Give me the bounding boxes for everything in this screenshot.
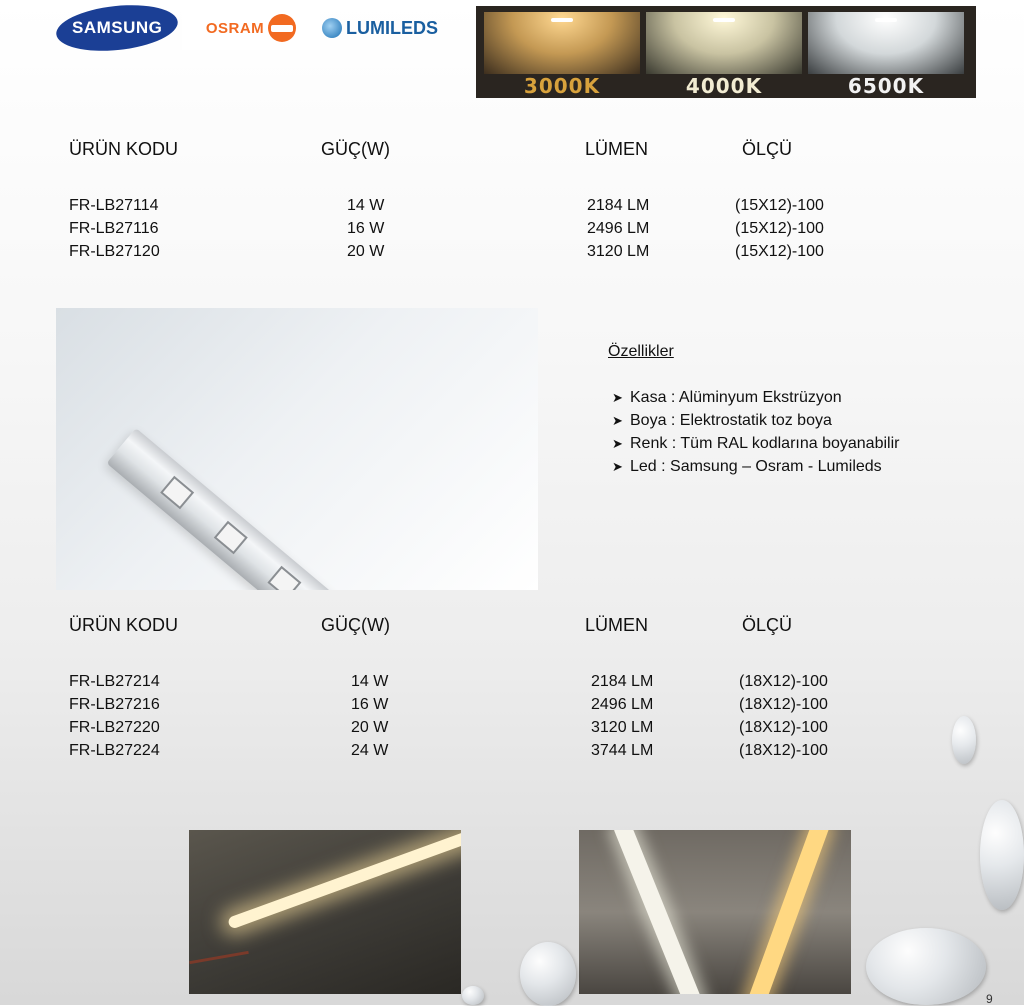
header-product-code: ÜRÜN KODU	[69, 139, 179, 159]
cool-light-panel	[808, 12, 964, 74]
table-cell-lumen: 3120 LM	[587, 243, 650, 260]
features-title: Özellikler	[608, 343, 674, 360]
table-cell-lumen: 2184 LM	[591, 673, 654, 690]
arrow-bullet-icon: ➤	[612, 436, 623, 451]
table-cell-lumen: 2496 LM	[591, 696, 654, 713]
lumileds-logo	[322, 6, 466, 50]
water-drop-decoration	[520, 942, 576, 1006]
led-bar-closeup-image	[56, 308, 538, 590]
water-drop-decoration	[980, 800, 1024, 910]
water-drop-decoration	[866, 928, 986, 1005]
table-cell-size: (18X12)-100	[739, 719, 828, 736]
temp-label-3000k: 3000K	[523, 74, 601, 98]
water-drop-decoration	[952, 716, 976, 764]
table-cell-power: 16 W	[347, 220, 385, 237]
lumileds-globe-icon	[322, 18, 342, 38]
osram-logo-text: OSRAM	[205, 19, 265, 37]
led-strip-lit-image	[189, 830, 461, 994]
table-cell-code: FR-LB27114	[69, 197, 159, 214]
header-size: ÖLÇÜ	[742, 615, 793, 635]
table-cell-lumen: 3120 LM	[591, 719, 654, 736]
table-cell-power: 16 W	[351, 696, 389, 713]
table-cell-size: (18X12)-100	[739, 696, 828, 713]
header-size: ÖLÇÜ	[742, 139, 793, 159]
feature-item	[612, 412, 832, 430]
ceiling-installation-image	[579, 830, 851, 994]
header-power: GÜÇ(W)	[321, 615, 390, 635]
header-lumen: LÜMEN	[585, 615, 649, 635]
feature-item	[612, 389, 842, 407]
header-power: GÜÇ(W)	[321, 139, 390, 159]
water-drop-decoration	[462, 986, 484, 1005]
table-cell-size: (15X12)-100	[735, 243, 824, 260]
table-cell-code: FR-LB27116	[69, 220, 159, 237]
page-number: 9	[986, 992, 993, 1006]
table-cell-lumen: 2496 LM	[587, 220, 650, 237]
table-cell-size: (15X12)-100	[735, 220, 824, 237]
table-cell-code: FR-LB27224	[69, 742, 160, 759]
table-cell-size: (15X12)-100	[735, 197, 824, 214]
table-cell-power: 14 W	[351, 673, 389, 690]
table-cell-lumen: 3744 LM	[591, 742, 654, 759]
color-temperature-banner	[476, 6, 976, 98]
arrow-bullet-icon: ➤	[612, 413, 623, 428]
feature-text: Renk : Tüm RAL kodlarına boyanabilir	[630, 435, 900, 452]
feature-item	[612, 458, 882, 476]
table-cell-power: 20 W	[347, 243, 385, 260]
samsung-logo-text: SAMSUNG	[71, 18, 163, 37]
samsung-logo	[56, 6, 178, 50]
temp-label-6500k: 6500K	[847, 74, 925, 98]
header-product-code: ÜRÜN KODU	[69, 615, 179, 635]
lumileds-logo-text: LUMILEDS	[346, 17, 438, 38]
osram-bulb-icon	[268, 14, 296, 42]
table-cell-code: FR-LB27216	[69, 696, 160, 713]
neutral-light-panel	[646, 12, 802, 74]
warm-light-panel	[484, 12, 640, 74]
table-cell-code: FR-LB27120	[69, 243, 160, 260]
temp-label-4000k: 4000K	[685, 74, 763, 98]
table-cell-size: (18X12)-100	[739, 673, 828, 690]
header-lumen: LÜMEN	[585, 139, 649, 159]
feature-text: Boya : Elektrostatik toz boya	[630, 412, 832, 429]
arrow-bullet-icon: ➤	[612, 459, 623, 474]
table-cell-lumen: 2184 LM	[587, 197, 650, 214]
feature-text: Kasa : Alüminyum Ekstrüzyon	[630, 389, 842, 406]
table-cell-power: 20 W	[351, 719, 389, 736]
osram-logo	[182, 6, 320, 50]
feature-text: Led : Samsung – Osram - Lumileds	[630, 458, 882, 475]
arrow-bullet-icon: ➤	[612, 390, 623, 405]
table-cell-size: (18X12)-100	[739, 742, 828, 759]
table-cell-code: FR-LB27220	[69, 719, 160, 736]
table-cell-code: FR-LB27214	[69, 673, 160, 690]
table-cell-power: 14 W	[347, 197, 385, 214]
feature-item	[612, 435, 899, 453]
table-cell-power: 24 W	[351, 742, 389, 759]
